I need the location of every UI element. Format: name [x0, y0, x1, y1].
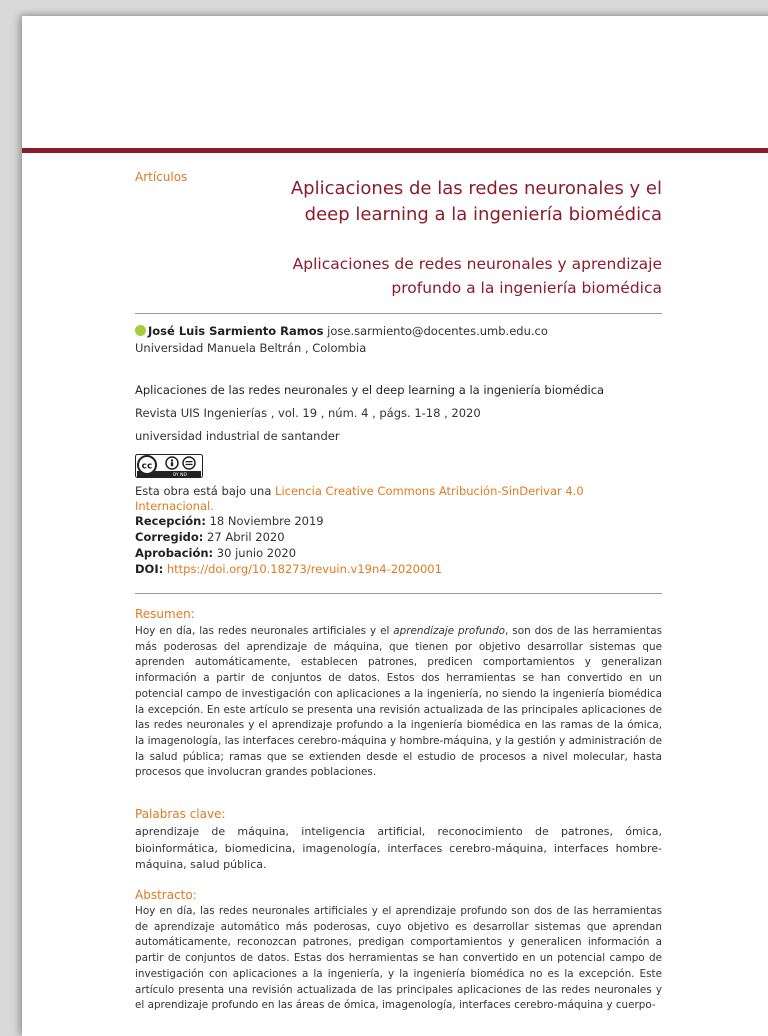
cc-badge-text: BY ND [173, 473, 187, 478]
citation-title: Aplicaciones de las redes neuronales y el deep learning a la ingeniería biomédica [135, 383, 605, 397]
resumen-heading: Resumen: [135, 607, 195, 621]
svg-text:cc: cc [141, 461, 153, 472]
license-link[interactable]: Licencia Creative Commons Atribución-SinDerivar 4.0 Internacional. [135, 484, 584, 513]
orcid-icon[interactable] [135, 325, 146, 336]
author-name: José Luis Sarmiento Ramos [148, 324, 324, 338]
received-date: 18 Noviembre 2019 [205, 514, 324, 528]
citation-journal: Revista UIS Ingenierías , vol. 19 , núm. 4 , págs. 1-18 , 2020 [135, 406, 481, 420]
article-title: Aplicaciones de las redes neuronales y el deep learning a la ingeniería biomédica [290, 178, 662, 225]
keywords-text: aprendizaje de máquina, inteligencia artificial, reconocimiento de patrones, ómica, bioinformática, biomedicina, imagenología, interfaces cerebro-máquina, interfaces hombre-máquina, salud pública. [135, 825, 662, 871]
author-affiliation: Universidad Manuela Beltrán , Colombia [135, 341, 367, 355]
article-subtitle: Aplicaciones de redes neuronales y aprendizaje profundo a la ingeniería biomédica [292, 255, 662, 297]
divider [135, 593, 662, 594]
creative-commons-badge-icon[interactable] [135, 454, 203, 478]
author-email[interactable]: jose.sarmiento@docentes.umb.edu.co [327, 324, 548, 338]
license-text: Esta obra está bajo una Licencia Creative Commons Atribución-SinDerivar 4.0 Internacional. [135, 484, 584, 513]
citation-publisher: universidad industrial de santander [135, 429, 340, 443]
divider [135, 313, 662, 314]
abstracto-text: Hoy en día, las redes neuronales artificiales y el aprendizaje profundo son dos de las herramientas de aprendizaje automático más poderosas, cuyo objetivo es desarrollar sistemas que aprendan automáticamente, reconozcan patrones, predigan comportamientos y generalicen información a partir de conjuntos de datos. Estas dos herramientas se han convertido en un potencial campo de investigación con aplicaciones a la ingeniería, y la ingeniería biomédica no es la excepción. Este artículo presenta una revisión actualizada de las principales aplicaciones de las redes neuronales y el aprendizaje profundo en las áreas de ómica, imagenología, interfaces cerebro-máquina y cuerpo- [135, 905, 662, 1012]
section-label: Artículos [135, 170, 188, 184]
doi-link[interactable]: https://doi.org/10.18273/revuin.v19n4-2020001 [163, 562, 442, 576]
header-bar [22, 148, 768, 153]
approved-date: 30 junio 2020 [213, 546, 297, 560]
paper-page [22, 16, 768, 1036]
keywords-heading: Palabras clave: [135, 807, 226, 821]
corrected-date: 27 Abril 2020 [203, 530, 285, 544]
citation-block [135, 379, 662, 448]
dates-block: Recepción: 18 Noviembre 2019 Corregido: 27 Abril 2020 Aprobación: 30 junio 2020 DOI: https://doi.org/10.18273/revuin.v19n4-2020001 [135, 514, 442, 576]
resumen-text: Hoy en día, las redes neuronales artificiales y el aprendizaje profundo, son dos de las herramientas más poderosas del aprendizaje de máquina, que tienen por objetivo desarrollar sistemas que aprenden automáticamente, establecen patrones, predicen comportamientos y generalizan información a partir de conjuntos de datos. Estos dos herramientas se han convertido en un potencial campo de investigación con aplicaciones a la ingeniería, no siendo la ingeniería biomédica la excepción. En este artículo se presenta una revisión actualizada de las principales aplicaciones de las redes neuronales y el aprendizaje profundo a la ingeniería biomédica en las ramas de la ómica, la imagenología, las interfaces cerebro-máquina y hombre-máquina, y la gestión y administración de la salud pública; ramas que se extienden desde el estudio de procesos a nivel molecular, hasta procesos que involucran grandes poblaciones. [135, 625, 662, 779]
abstracto-heading: Abstracto: [135, 888, 197, 902]
author-block [135, 323, 662, 357]
